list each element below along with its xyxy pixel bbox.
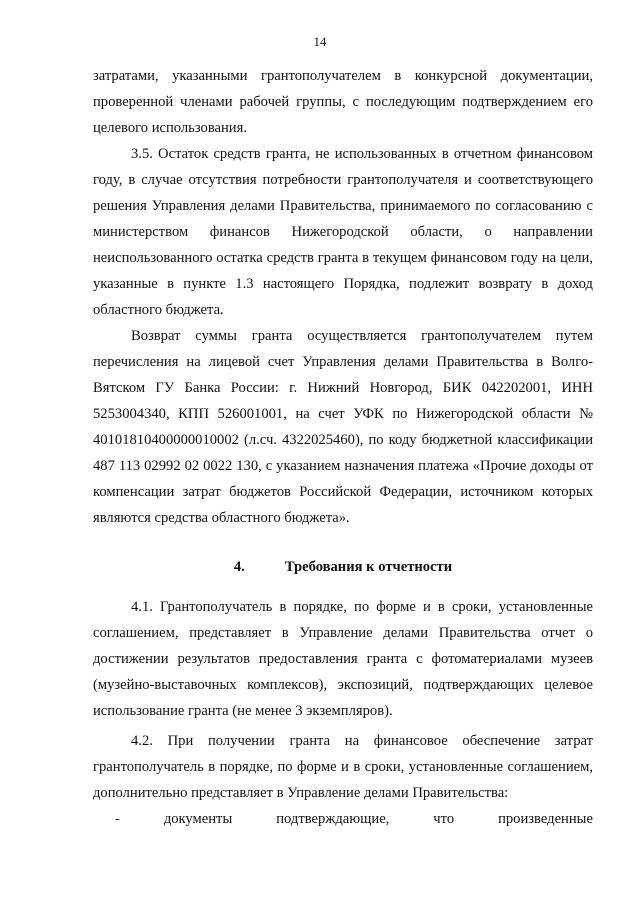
section-heading [93, 554, 593, 580]
document-body [93, 63, 593, 832]
paragraph-refund: Возврат суммы гранта осуществляется грантополучателем путем перечисления на лицевой счет Управления делами Правительства в Волго-Вятском ГУ Банка России: г. Нижний Новгород, БИК 042202001, ИНН 5253004340, КПП 526001001, на счет УФК по Нижегородской области № 40101810400000010002 (л.сч. 4322025460), по коду бюджетной классификации 487 113 02992 02 0022 130, с указанием назначения платежа «Прочие доходы от компенсации затрат бюджетов Российской Федерации, источником которых являются средства областного бюджета». [93, 328, 593, 526]
section-title: Требования к отчетности [284, 559, 453, 575]
list-item-documents [93, 806, 593, 832]
paragraph-4-1: 4.1. Грантополучатель в порядке, по форме и в сроки, установленные соглашением, представляет в Управление делами Правительства отчет о достижении результатов предоставления гранта с фотоматериалами музеев (музейно-выставочных комплексов), экспозиций, подтверждающих целевое использование гранта (не менее 3 экземпляров). [93, 599, 593, 719]
list-word-1: документы [163, 811, 233, 827]
list-word-2: подтверждающие, [276, 811, 390, 827]
list-word-3: что [433, 811, 455, 827]
page-number: 14 [313, 34, 327, 49]
paragraph-4-2: 4.2. При получении гранта на финансовое обеспечение затрат грантополучатель в порядке, по форме и в сроки, установленные соглашением, дополнительно представляет в Управление делами Правительства: [93, 733, 593, 801]
section-number: 4. [233, 559, 245, 575]
paragraph-continuation: затратами, указанными грантополучателем в конкурсной документации, проверенной членами рабочей группы, с последующим подтверждением его целевого использования. [93, 68, 593, 136]
list-dash: - [115, 811, 120, 827]
list-word-4: произведенные [498, 811, 593, 827]
paragraph-3-5: 3.5. Остаток средств гранта, не использованных в отчетном финансовом году, в случае отсутствия потребности грантополучателя и соответствующего решения Управления делами Правительства, принимаемого по согласованию с министерством финансов Нижегородской области, о направлении неиспользованного остатка средств гранта в текущем финансовом году на цели, указанные в пункте 1.3 настоящего Порядка, подлежит возврату в доход областного бюджета. [93, 146, 593, 318]
